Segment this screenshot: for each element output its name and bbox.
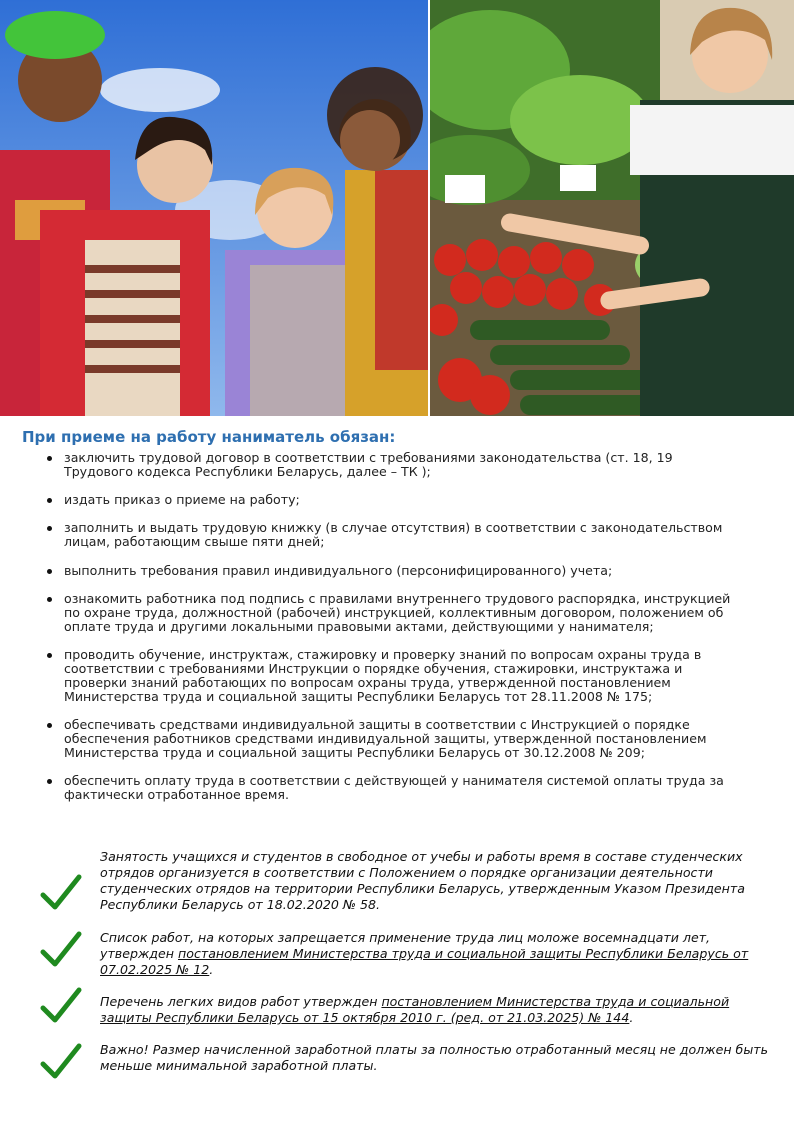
employer-duties-list — [44, 451, 744, 802]
green-checkmark-icon — [40, 873, 82, 913]
note-text — [100, 994, 770, 1026]
note-text-after: . — [209, 962, 214, 977]
note-text: Важно! Размер начисленной заработной платы за полностью отработанный месяц не должен быть меньше минимальной заработной платы. — [100, 1042, 769, 1073]
girl-arranging-vegetables-photo — [430, 0, 794, 416]
duty-item: заполнить и выдать трудовую книжку (в случае отсутствия) в соответствии с законодательством лицам, работающим свыше пяти дней; — [44, 521, 744, 549]
duty-item: проводить обучение, инструктаж, стажировку и проверку знаний по вопросам охраны труда в соответствии с требованиями Инструкции о порядке обучения, стажировки, инструктажа и проверки знаний работающих по вопросам охраны труда, утвержденной постановлением Министерства труда и социальной защиты Республики Беларусь тот 28.11.2008 № 175; — [44, 648, 744, 704]
photo-banner — [0, 0, 794, 416]
duty-item: выполнить требования правил индивидуального (персонифицированного) учета; — [44, 564, 744, 578]
green-checkmark-icon — [40, 930, 82, 970]
note-text-before: Перечень легких видов работ утвержден — [100, 994, 382, 1009]
group-of-smiling-teenagers-photo — [0, 0, 428, 416]
duty-item: ознакомить работника под подпись с правилами внутреннего трудового распорядка, инструкцией по охране труда, должностной (рабочей) инструкцией, коллективным договором, положением об оплате труда и другими локальными правовыми актами, действующими у нанимателя; — [44, 592, 744, 634]
duty-item: издать приказ о приеме на работу; — [44, 493, 744, 507]
green-checkmark-icon — [40, 986, 82, 1026]
duty-item: обеспечивать средствами индивидуальной защиты в соответствии с Инструкцией о порядке обеспечения работников средствами индивидуальной защиты, утвержденной постановлением Министерства труда и социальной защиты Республики Беларусь от 30.12.2008 № 209; — [44, 718, 744, 760]
duty-item: обеспечить оплату труда в соответствии с действующей у нанимателя системой оплаты труда за фактически отработанное время. — [44, 774, 744, 802]
duties-heading: При приеме на работу наниматель обязан: — [22, 428, 396, 446]
green-checkmark-icon — [40, 1042, 82, 1082]
note-text-before: Список работ, на которых запрещается применение труда лиц моложе восемнадцати лет, утвержден — [100, 930, 711, 961]
note-text: Занятость учащихся и студентов в свободное от учебы и работы время в составе студенческих отрядов организуется в соответствии с Положением о порядке организации деятельности студенческих отрядов на территории Республики Беларусь, утвержденным Указом Президента Республики Беларусь от 18.02.2020 № 58. — [100, 849, 745, 912]
resolution-link-144[interactable]: постановлением Министерства труда и социальной защиты Республики Беларусь от 15 октября 2010 г. (ред. от 21.03.2025) № 144 — [100, 994, 730, 1025]
duty-item: заключить трудовой договор в соответствии с требованиями законодательства (ст. 18, 19 Трудового кодекса Республики Беларусь, далее – ТК ); — [44, 451, 744, 479]
note-text-after: . — [629, 1010, 634, 1025]
note-text — [100, 930, 770, 978]
resolution-link-12[interactable]: постановлением Министерства труда и социальной защиты Республики Беларусь от 07.02.2025 № 12 — [100, 946, 749, 977]
